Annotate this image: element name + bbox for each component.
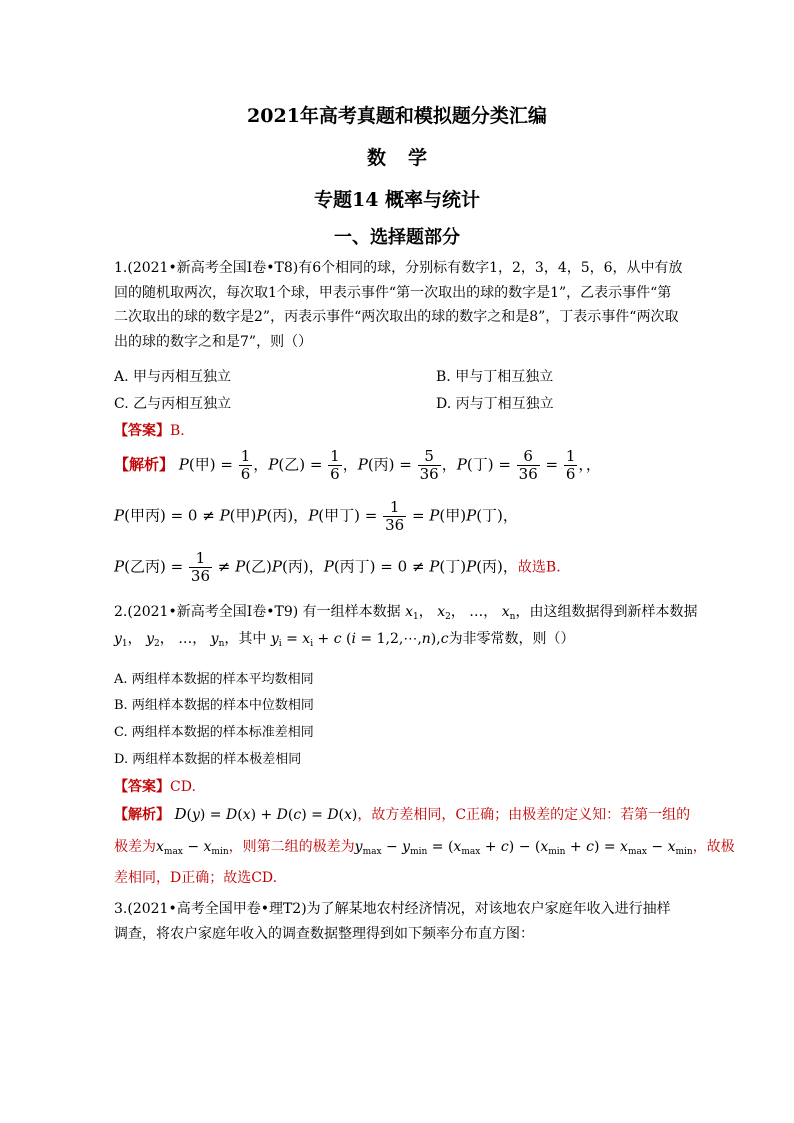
fraction: $\frac{1}{36}$ (190, 549, 210, 585)
fraction: $\frac{5}{36}$ (419, 447, 439, 483)
analysis-tag: 【解析】 (114, 807, 170, 823)
question-1-option-a: A. 甲与丙相互独立 (114, 369, 232, 385)
analysis-text: 极差为 (114, 839, 156, 855)
question-1-option-b: B. 甲与丁相互独立 (436, 369, 554, 385)
question-2-stem-line-2: $y_1$， $y_2$， …， $y_n$，其中 $y_i = x_i + c$ (i = 1,2,⋯,n),c为非零常数，则（） (114, 631, 575, 649)
fraction: $\frac{1}{6}$ (565, 447, 576, 483)
topic-heading: 专题14 概率与统计 (313, 189, 481, 211)
question-2-option-c: C. 两组样本数据的样本标准差相同 (114, 725, 314, 740)
analysis-tag: 【解析】 (114, 455, 175, 474)
subject-heading: 数学 (366, 147, 449, 169)
question-3-stem: 3.(2021•高考全国甲卷•理T2)为了解某地农村经济情况，对该地农户家庭年收入进行抽样调查，将农户家庭年收入的调查数据整理得到如下频率分布直方图： (114, 901, 671, 942)
fraction: $\frac{6}{36}$ (518, 447, 538, 483)
question-1-analysis-line-3: P(乙丙) = $\frac{1}{36}$ ≠ P(乙)P(丙)，P(丙丁) = 0 ≠ P(丁)P(丙)，故选B. (114, 549, 561, 585)
answer-value: B. (170, 423, 185, 439)
analysis-text: ，故极 (692, 839, 735, 855)
question-1-option-d: D. 丙与丁相互独立 (436, 396, 554, 412)
question-2-option-a: A. 两组样本数据的样本平均数相同 (114, 672, 314, 687)
question-1-stem: 1.(2021•新高考全国Ⅰ卷•T8)有6个相同的球，分别标有数字1，2，3，4，5，6，从中有放回的随机取两次，每次取1个球，甲表示事件“第一次取出的球的数字是1”，乙表示事件“第二次取出的球的数字是2”，丙表示事件“两次取出的球的数字之和是8”，丁表示事件“两次取出的球的数字之和是7”，则（） (114, 260, 683, 350)
analysis-text: ，则第二组的极差为 (228, 839, 355, 855)
answer-value: CD. (170, 779, 196, 795)
section-heading: 一、选择题部分 (334, 227, 460, 248)
question-2-stem-line-1: 2.(2021•新高考全国Ⅰ卷•T9) 有一组样本数据 $x_1$， $x_2$， …， $x_n$，由这组数据得到新样本数据 (114, 604, 698, 622)
analysis-conclusion: 故选B. (517, 559, 561, 576)
formula: P (178, 455, 189, 474)
answer-tag: 【答案】 (114, 779, 170, 795)
question-2-analysis-line-1: 【解析】 D(y) = D(x) + D(c) = D(x)，故方差相同，C正确；由极差的定义知：若第一组的 (114, 805, 691, 823)
question-2-option-d: D. 两组样本数据的样本极差相同 (114, 752, 302, 767)
fraction: $\frac{1}{6}$ (240, 447, 251, 483)
question-2-answer (114, 776, 196, 796)
question-2-analysis-line-3: 差相同，D正确；故选CD. (114, 870, 278, 886)
document-title: 2021年高考真题和模拟题分类汇编 (247, 105, 547, 127)
stem-part: 其中 (238, 631, 267, 647)
stem-part: 2.(2021•新高考全国Ⅰ卷•T9) 有一组样本数据 (114, 604, 401, 620)
question-1-analysis-line-2: P(甲丙) = 0 ≠ P(甲)P(丙)，P(甲丁) = $\frac{1}{36}$ = P(甲)P(丁)， (114, 498, 518, 534)
stem-part: 为非零常数，则（） (448, 631, 575, 647)
question-2-analysis-line-2: 极差为$x_{max} - x_{min}$，则第二组的极差为$y_{max} - y_{min} = (x_{max} + c) - (x_{min} + c) = x_{max} - x_{min}$，故极 (114, 839, 735, 857)
question-2-option-b: B. 两组样本数据的样本中位数相同 (114, 698, 314, 713)
stem-part: 由这组数据得到新样本数据 (529, 604, 698, 620)
analysis-text: ，故方差相同，C正确；由极差的定义知：若第一组的 (357, 807, 691, 823)
question-1-option-c: C. 乙与丙相互独立 (114, 396, 232, 412)
fraction: $\frac{1}{36}$ (385, 498, 405, 534)
question-1-analysis-line-1: 【解析】 P(甲) = $\frac{1}{6}$ ，P(乙) = $\frac{1}{6}$ ，P(丙) = $\frac{5}{36}$ ，P(丁) = $\frac{6}{36}$ = $\frac{1}{6}$ ，， (114, 447, 601, 483)
answer-tag: 【答案】 (114, 423, 170, 439)
question-1-answer (114, 420, 185, 440)
fraction: $\frac{1}{6}$ (330, 447, 340, 483)
